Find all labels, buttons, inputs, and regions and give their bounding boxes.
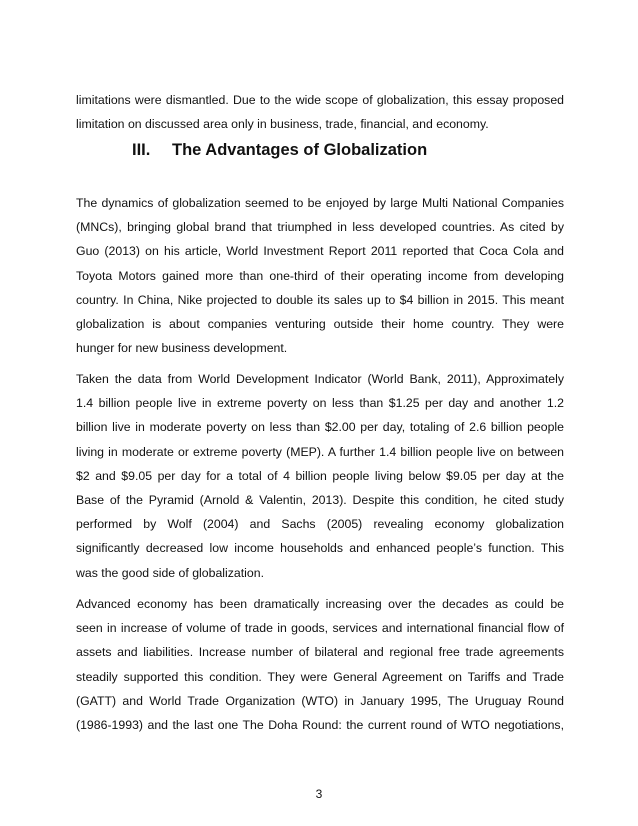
section-number: III. (132, 141, 151, 159)
page-number: 3 (315, 787, 323, 801)
text-line: seen in increase of volume of trade in goods, services and international financial flow of (76, 621, 564, 636)
text-line: limitation on discussed area only in business, trade, financial, and economy. (76, 117, 489, 132)
paragraph-mnc-dynamics (76, 191, 564, 360)
text-line: living in moderate or extreme poverty (MEP). A further 1.4 billion people live on between (76, 444, 564, 459)
text-line: (GATT) and World Trade Organization (WTO) in January 1995, The Uruguay Round (76, 693, 564, 708)
paragraph-poverty-data (76, 367, 564, 585)
text-line: country. In China, Nike projected to double its sales up to $4 billion in 2015. This meant (76, 292, 564, 307)
text-line: (1986-1993) and the last one The Doha Round: the current round of WTO negotiations, (76, 717, 564, 732)
text-line: limitations were dismantled. Due to the wide scope of globalization, this essay proposed (76, 93, 564, 107)
text-line: hunger for new business development. (76, 341, 288, 356)
text-line: $2 and $9.05 per day for a total of 4 billion people living below $9.05 per day at the (76, 468, 564, 483)
text-line: steadily supported this condition. They were General Agreement on Tariffs and Trade (76, 669, 564, 684)
text-line: Base of the Pyramid (Arnold & Valentin, 2013). Despite this condition, he cited study (76, 492, 564, 507)
text-line: Advanced economy has been dramatically increasing over the decades as could be (76, 597, 564, 611)
section-heading (132, 141, 427, 160)
paragraph-advanced-economy (76, 592, 564, 737)
text-line: globalization is about companies venturing outside their home country. They were (76, 316, 564, 331)
text-line: billion live in moderate poverty on less than $2.00 per day, totaling of 2.6 billion people (76, 420, 564, 435)
text-line: 1.4 billion people live in extreme poverty on less than $1.25 per day and another 1.2 (76, 396, 564, 411)
text-line: assets and liabilities. Increase number of bilateral and regional free trade agreements (76, 645, 564, 660)
text-line: significantly decreased low income households and enhanced people’s function. This (76, 541, 564, 556)
text-line: performed by Wolf (2004) and Sachs (2005) revealing economy globalization (76, 517, 564, 532)
text-line: The dynamics of globalization seemed to be enjoyed by large Multi National Companies (76, 196, 564, 210)
text-line: (MNCs), bringing global brand that triumphed in less developed countries. As cited by (76, 220, 564, 235)
text-line: Toyota Motors gained more than one-third of their operating income from developing (76, 268, 564, 283)
text-line: Taken the data from World Development Indicator (World Bank, 2011), Approximately (76, 372, 564, 386)
section-title: The Advantages of Globalization (172, 141, 428, 159)
text-line: Guo (2013) on his article, World Investment Report 2011 reported that Coca Cola and (76, 244, 564, 259)
text-line: was the good side of globalization. (76, 565, 264, 580)
paragraph-intro-continuation (76, 88, 564, 136)
